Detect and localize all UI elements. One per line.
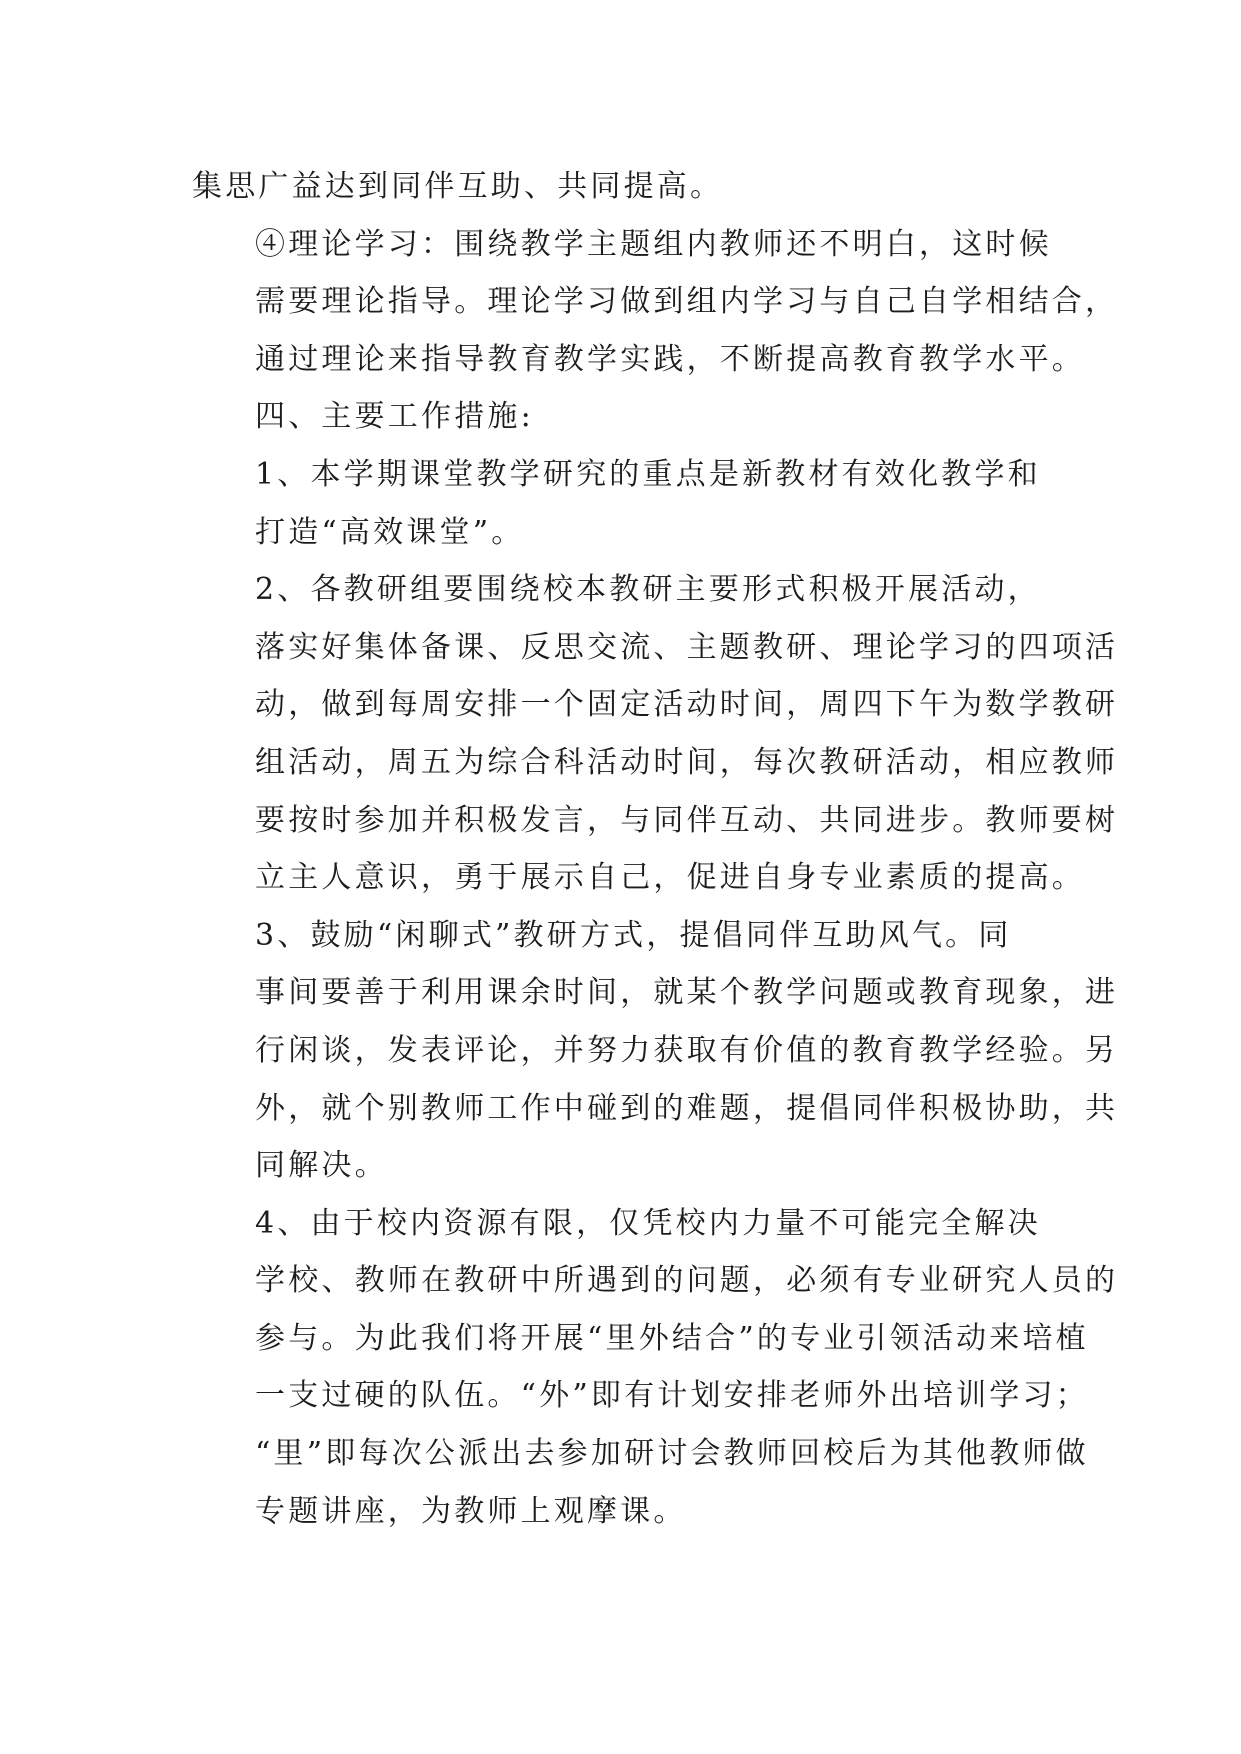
document-body bbox=[192, 158, 1119, 1540]
paragraph bbox=[192, 446, 1072, 561]
paragraph bbox=[192, 388, 1072, 446]
text-line: “里”即每次公派出去参加研讨会教师回校后为其他教师做 bbox=[255, 1436, 1089, 1472]
text-line: 4、由于校内资源有限，仅凭校内力量不可能完全解决 bbox=[255, 1205, 1041, 1241]
text-line: 2、各教研组要围绕校本教研主要形式积极开展活动， bbox=[255, 572, 1041, 608]
text-line: 要按时参加并积极发言，与同伴互动、共同进步。教师要树 bbox=[255, 802, 1119, 838]
text-line: 外，就个别教师工作中碰到的难题，提倡同伴积极协助，共 bbox=[255, 1090, 1119, 1126]
text-line: 行闲谈，发表评论，并努力获取有价值的教育教学经验。另 bbox=[255, 1032, 1119, 1068]
text-line: 需要理论指导。理论学习做到组内学习与自己自学相结合， bbox=[255, 284, 1119, 320]
text-line: 学校、教师在教研中所遇到的问题，必须有专业研究人员的 bbox=[255, 1263, 1119, 1299]
text-line: 专题讲座，为教师上观摩课。 bbox=[255, 1493, 687, 1529]
text-line: 组活动，周五为综合科活动时间，每次教研活动，相应教师 bbox=[255, 744, 1119, 780]
text-line: 同解决。 bbox=[255, 1148, 388, 1184]
text-line: 动，做到每周安排一个固定活动时间，周四下午为数学教研 bbox=[255, 687, 1119, 723]
paragraph bbox=[192, 907, 1119, 1195]
text-line: 1、本学期课堂教学研究的重点是新教材有效化教学和 bbox=[255, 456, 1041, 492]
text-line: 3、鼓励“闲聊式”教研方式，提倡同伴互助风气。同 bbox=[255, 917, 1012, 953]
paragraph bbox=[192, 561, 1119, 907]
paragraph bbox=[192, 216, 1119, 389]
text-line: 打造“高效课堂”。 bbox=[255, 514, 525, 550]
text-line: 一支过硬的队伍。“外”即有计划安排老师外出培训学习； bbox=[255, 1378, 1089, 1414]
text-line: 事间要善于利用课余时间，就某个教学问题或教育现象，进 bbox=[255, 975, 1119, 1011]
text-line: 落实好集体备课、反思交流、主题教研、理论学习的四项活 bbox=[255, 629, 1119, 665]
paragraph bbox=[192, 1195, 1119, 1541]
text-line: 通过理论来指导教育教学实践，不断提高教育教学水平。 bbox=[255, 341, 1085, 377]
paragraph bbox=[192, 158, 1072, 216]
text-line: 集思广益达到同伴互助、共同提高。 bbox=[192, 169, 724, 204]
text-line: ④理论学习：围绕教学主题组内教师还不明白，这时候 bbox=[255, 226, 1052, 262]
text-line: 参与。为此我们将开展“里外结合”的专业引领活动来培植 bbox=[255, 1320, 1089, 1356]
text-line: 四、主要工作措施: bbox=[255, 399, 534, 435]
text-line: 立主人意识，勇于展示自己，促进自身专业素质的提高。 bbox=[255, 860, 1085, 896]
